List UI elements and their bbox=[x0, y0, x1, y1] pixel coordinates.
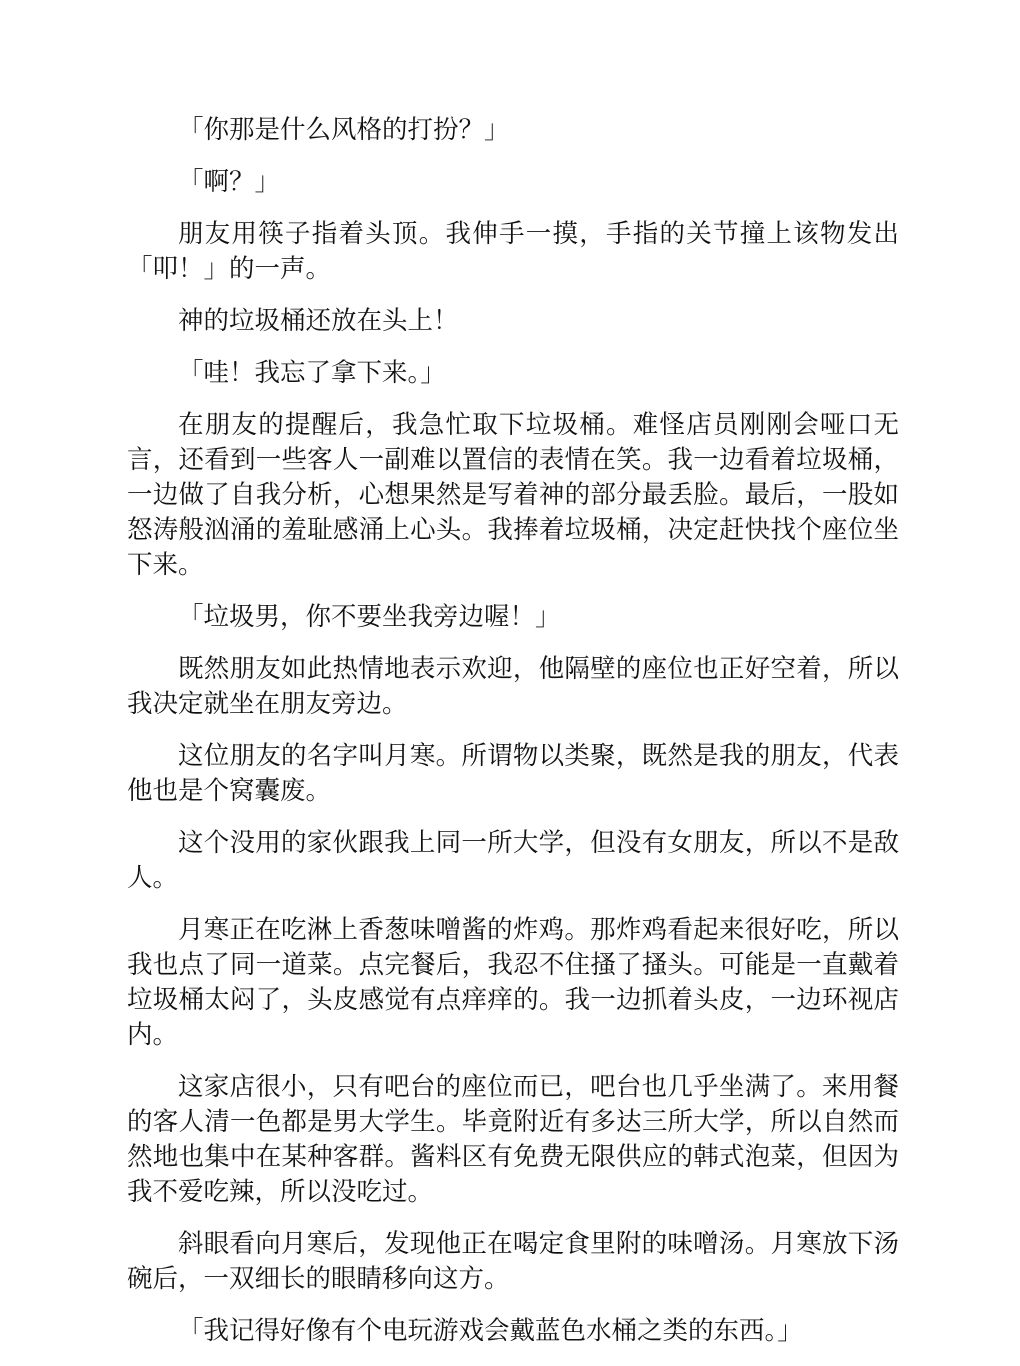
paragraph: 在朋友的提醒后，我急忙取下垃圾桶。难怪店员刚刚会哑口无言，还看到一些客人一副难以置信的表情在笑。我一边看着垃圾桶，一边做了自我分析，心想果然是写着神的部分最丢脸。最后，一股如怒涛般汹涌的羞耻感涌上心头。我捧着垃圾桶，决定赶快找个座位坐下来。 bbox=[127, 410, 899, 580]
paragraph: 「啊？」 bbox=[178, 167, 281, 197]
paragraph: 「垃圾男，你不要坐我旁边喔！」 bbox=[178, 602, 561, 632]
paragraph: 「哇！我忘了拿下来。」 bbox=[178, 358, 446, 388]
paragraph: 「你那是什么风格的打扮？」 bbox=[178, 115, 510, 145]
document-page bbox=[127, 113, 899, 1366]
paragraph: 这家店很小，只有吧台的座位而已，吧台也几乎坐满了。来用餐的客人清一色都是男大学生。毕竟附近有多达三所大学，所以自然而然地也集中在某种客群。酱料区有免费无限供应的韩式泡菜，但因为我不爱吃辣，所以没吃过。 bbox=[127, 1072, 899, 1207]
paragraph: 朋友用筷子指着头顶。我伸手一摸，手指的关节撞上该物发出「叩！」的一声。 bbox=[127, 219, 899, 284]
paragraph: 这个没用的家伙跟我上同一所大学，但没有女朋友，所以不是敌人。 bbox=[127, 828, 899, 893]
paragraph: 神的垃圾桶还放在头上！ bbox=[178, 306, 459, 336]
paragraph: 既然朋友如此热情地表示欢迎，他隔壁的座位也正好空着，所以我决定就坐在朋友旁边。 bbox=[127, 654, 899, 719]
paragraph: 「我记得好像有个电玩游戏会戴蓝色水桶之类的东西。」 bbox=[178, 1316, 803, 1346]
paragraph: 月寒正在吃淋上香葱味噌酱的炸鸡。那炸鸡看起来很好吃，所以我也点了同一道菜。点完餐后，我忍不住搔了搔头。可能是一直戴着垃圾桶太闷了，头皮感觉有点痒痒的。我一边抓着头皮，一边环视店内。 bbox=[127, 915, 899, 1050]
paragraph: 这位朋友的名字叫月寒。所谓物以类聚，既然是我的朋友，代表他也是个窝囊废。 bbox=[127, 741, 899, 806]
paragraph: 斜眼看向月寒后，发现他正在喝定食里附的味噌汤。月寒放下汤碗后，一双细长的眼睛移向这方。 bbox=[127, 1229, 899, 1294]
